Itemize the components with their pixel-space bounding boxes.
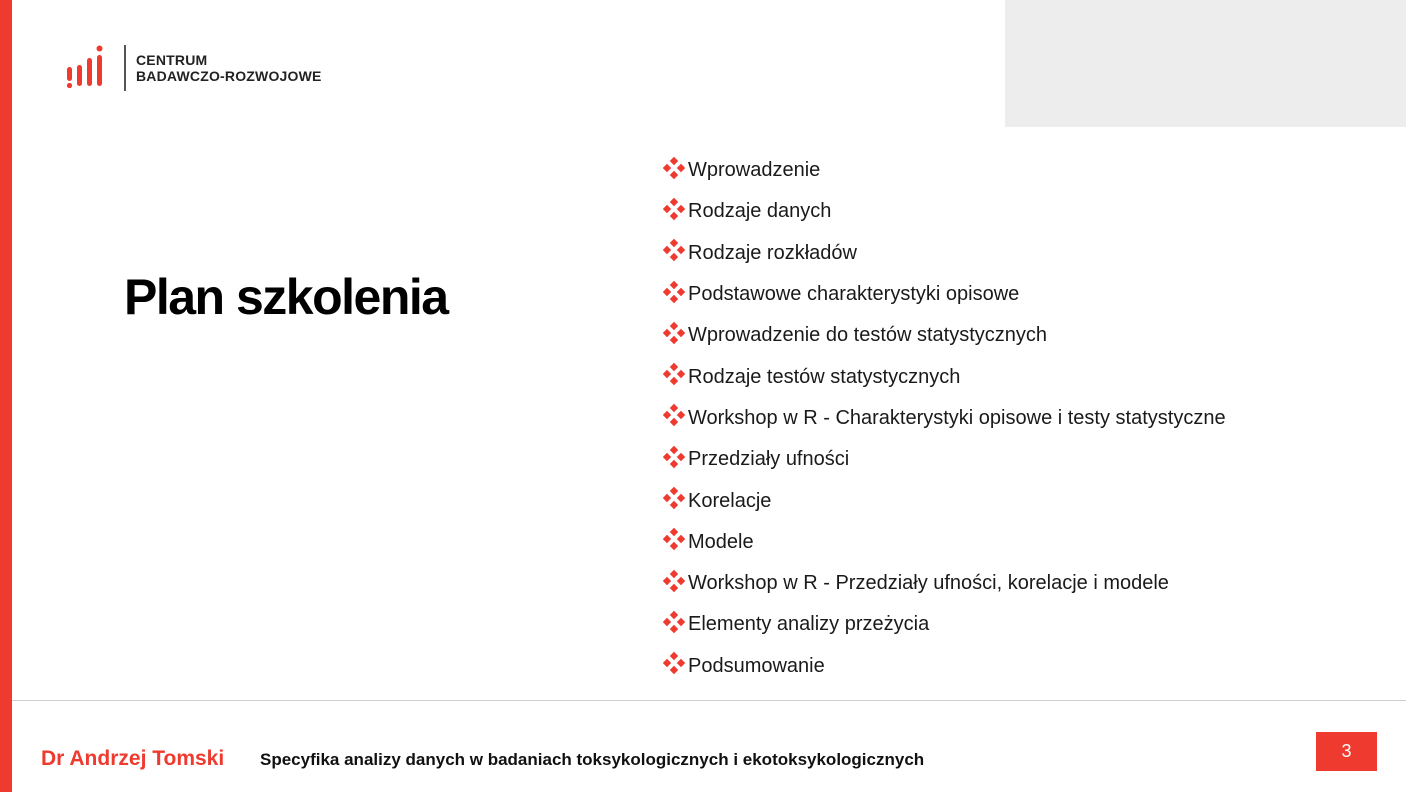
agenda-item — [662, 398, 1226, 439]
logo-divider — [124, 45, 126, 91]
diamond-quad-bullet-icon — [662, 280, 686, 304]
agenda-item-label: Podstawowe charakterystyki opisowe — [688, 283, 1020, 306]
agenda-item — [662, 356, 1226, 397]
agenda-item — [662, 315, 1226, 356]
logo — [66, 44, 322, 92]
agenda-item-label: Modele — [688, 530, 754, 553]
page-number-badge — [1316, 732, 1377, 771]
agenda-item-label: Elementy analizy przeżycia — [688, 613, 930, 636]
diamond-quad-bullet-icon — [662, 445, 686, 469]
diamond-quad-bullet-icon — [662, 610, 686, 634]
agenda-item — [662, 191, 1226, 232]
agenda-item-label: Workshop w R - Przedziały ufności, korelacje i modele — [688, 572, 1169, 595]
logo-line-2: BADAWCZO-ROZWOJOWE — [136, 68, 322, 84]
agenda-item — [662, 274, 1226, 315]
logo-mark-icon — [66, 45, 108, 91]
agenda-item-label: Rodzaje testów statystycznych — [688, 365, 961, 388]
agenda-item-label: Wprowadzenie — [688, 159, 821, 182]
agenda-item — [662, 646, 1226, 687]
agenda-item-label: Rodzaje rozkładów — [688, 241, 857, 264]
agenda-item — [662, 233, 1226, 274]
agenda-item — [662, 150, 1226, 191]
agenda-item — [662, 604, 1226, 645]
diamond-quad-bullet-icon — [662, 651, 686, 675]
diamond-quad-bullet-icon — [662, 156, 686, 180]
agenda-item-label: Korelacje — [688, 489, 772, 512]
author-name: Dr Andrzej Tomski — [41, 747, 225, 770]
agenda-item — [662, 522, 1226, 563]
agenda-item-label: Przedziały ufności — [688, 448, 850, 471]
agenda-list — [662, 150, 1226, 687]
logo-text — [136, 52, 322, 84]
diamond-quad-bullet-icon — [662, 321, 686, 345]
course-title: Specyfika analizy danych w badaniach toksykologicznych i ekotoksykologicznych — [260, 750, 925, 769]
agenda-item — [662, 563, 1226, 604]
agenda-item-label: Rodzaje danych — [688, 200, 832, 223]
agenda-item — [662, 439, 1226, 480]
page-number: 3 — [1341, 741, 1352, 761]
left-accent-bar — [0, 0, 12, 792]
diamond-quad-bullet-icon — [662, 527, 686, 551]
agenda-item-label: Workshop w R - Charakterystyki opisowe i testy statystyczne — [688, 406, 1226, 429]
agenda-item — [662, 480, 1226, 521]
footer-divider — [12, 700, 1406, 701]
agenda-item-label: Wprowadzenie do testów statystycznych — [688, 324, 1048, 347]
diamond-quad-bullet-icon — [662, 403, 686, 427]
diamond-quad-bullet-icon — [662, 486, 686, 510]
agenda-item-label: Podsumowanie — [688, 654, 825, 677]
diamond-quad-bullet-icon — [662, 197, 686, 221]
logo-line-1: CENTRUM — [136, 52, 208, 68]
header-gray-panel — [1005, 0, 1406, 127]
diamond-quad-bullet-icon — [662, 238, 686, 262]
diamond-quad-bullet-icon — [662, 569, 686, 593]
page-title: Plan szkolenia — [124, 269, 448, 325]
diamond-quad-bullet-icon — [662, 362, 686, 386]
